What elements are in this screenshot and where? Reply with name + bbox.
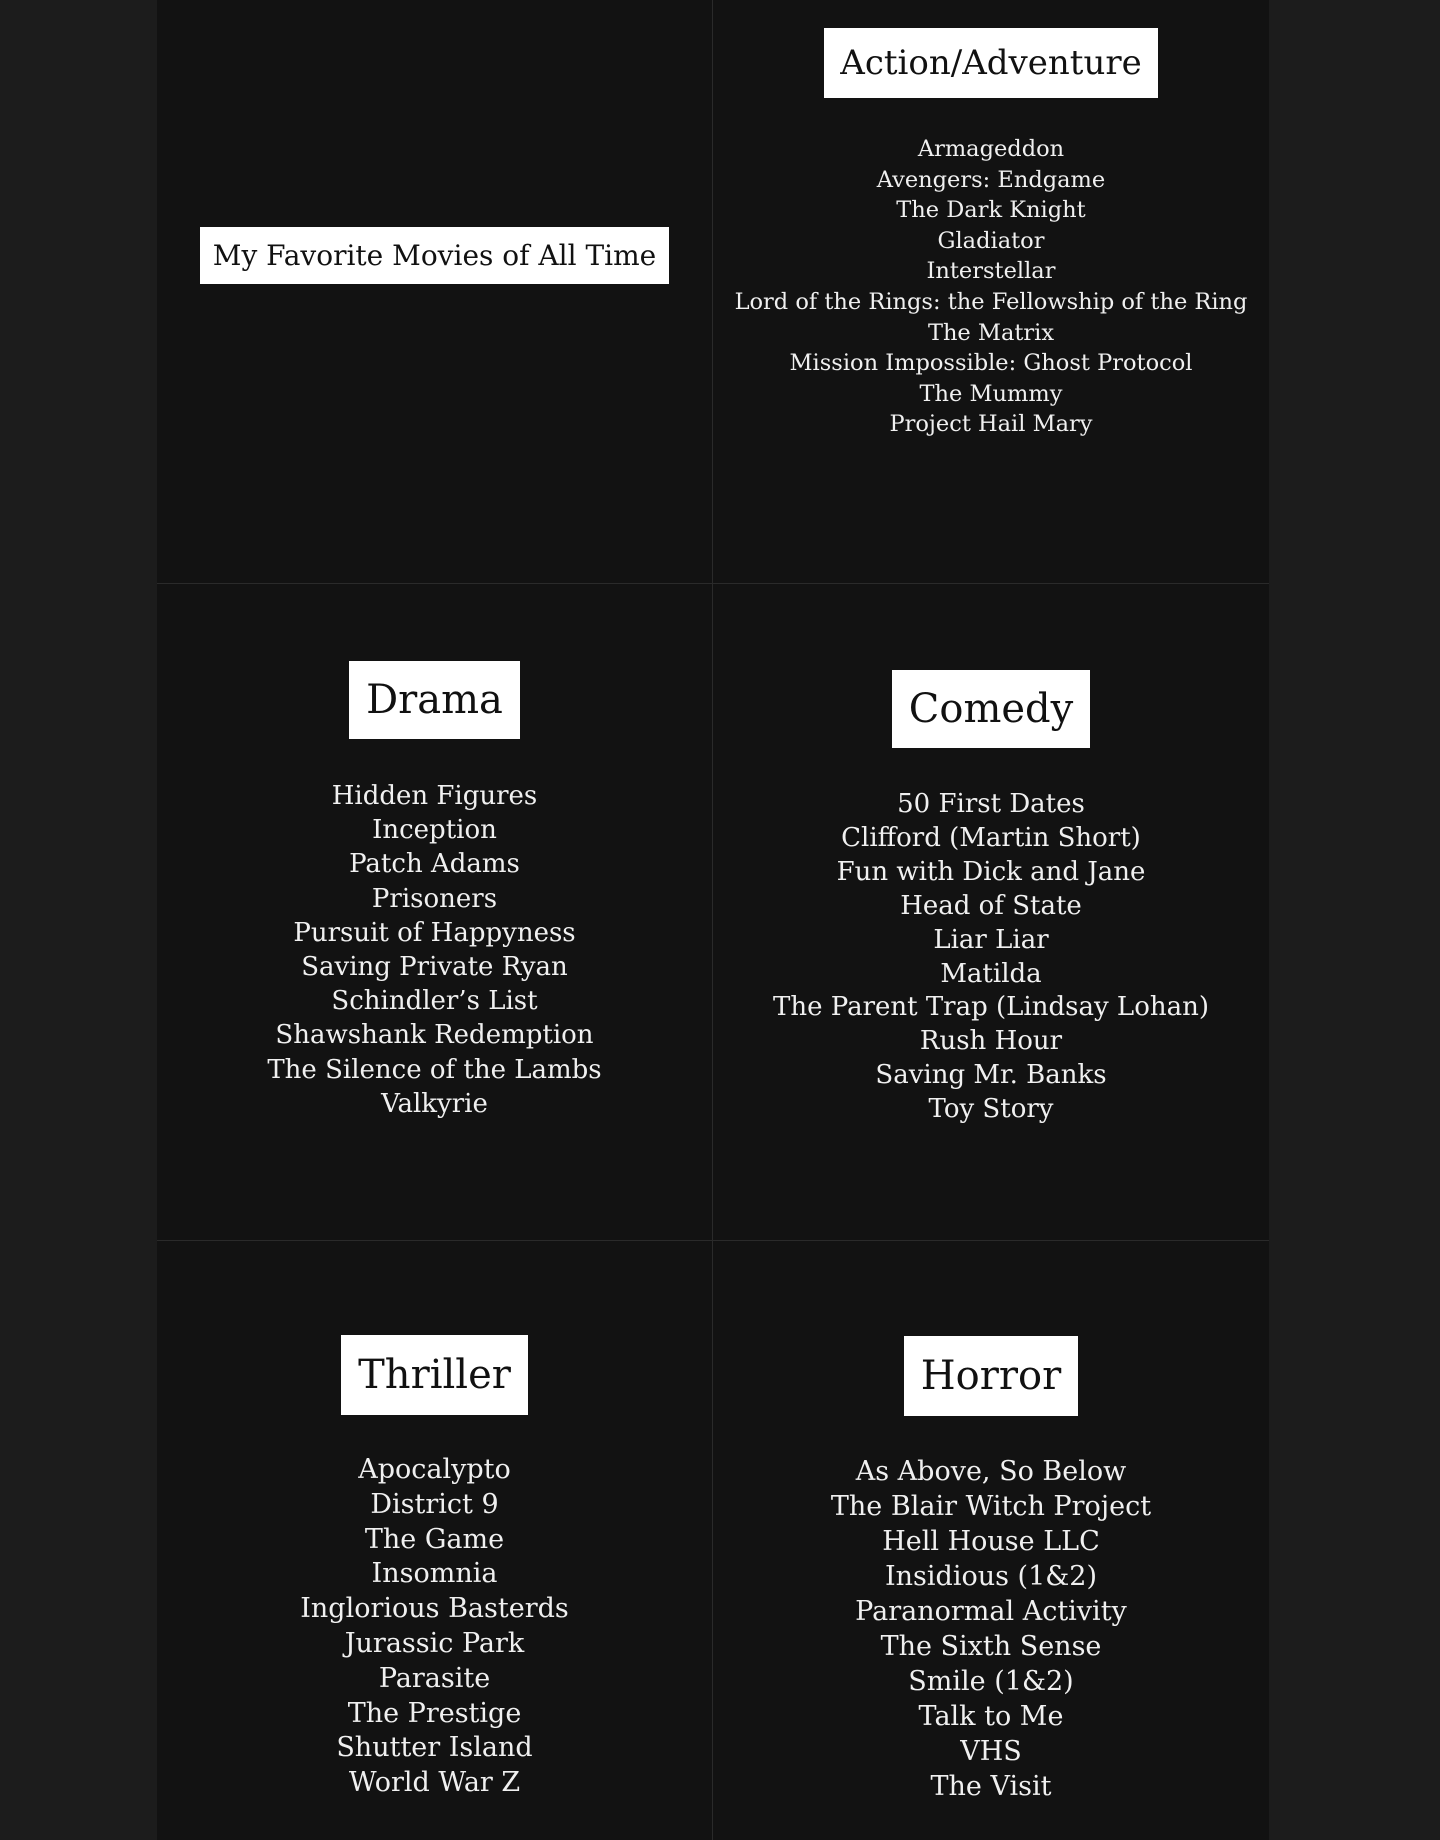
drama-list (267, 779, 601, 1121)
drama-heading: Drama (349, 661, 520, 739)
list-item: Lord of the Rings: the Fellowship of the Ring (734, 288, 1248, 315)
list-item: The Prestige (347, 1697, 522, 1729)
horror-heading: Horror (904, 1336, 1078, 1416)
list-item: Jurassic Park (344, 1627, 525, 1659)
list-item: Schindler’s List (331, 986, 538, 1017)
list-item: Rush Hour (919, 1026, 1063, 1057)
list-item: Paranormal Activity (855, 1596, 1127, 1627)
list-item: The Sixth Sense (880, 1631, 1102, 1662)
list-item: The Blair Witch Project (830, 1491, 1152, 1522)
list-item: District 9 (370, 1488, 499, 1520)
list-item: Inception (372, 815, 497, 846)
list-item: Hidden Figures (331, 781, 538, 811)
title-panel (157, 0, 712, 583)
list-item: World War Z (348, 1767, 521, 1799)
list-item: As Above, So Below (855, 1456, 1127, 1487)
comedy-list (773, 788, 1209, 1127)
list-item: Fun with Dick and Jane (836, 856, 1146, 887)
list-item: Armageddon (917, 136, 1065, 162)
list-item: Clifford (Martin Short) (841, 822, 1141, 853)
list-item: Patch Adams (349, 849, 520, 880)
list-item: Saving Mr. Banks (875, 1060, 1107, 1091)
comedy-panel (713, 584, 1269, 1240)
horror-list (831, 1454, 1151, 1804)
list-item: Talk to Me (918, 1701, 1064, 1732)
list-item: VHS (960, 1736, 1022, 1767)
list-item: The Mummy (919, 380, 1063, 407)
list-item: Apocalypto (358, 1454, 511, 1485)
list-item: The Matrix (927, 319, 1055, 346)
list-item: The Dark Knight (896, 197, 1086, 224)
list-item: The Silence of the Lambs (267, 1054, 602, 1085)
list-item: The Parent Trap (Lindsay Lohan) (773, 992, 1209, 1023)
list-item: The Game (364, 1523, 505, 1555)
list-item: Interstellar (926, 258, 1056, 285)
list-item: Gladiator (937, 227, 1045, 254)
list-item: 50 First Dates (897, 789, 1085, 819)
list-item: Matilda (940, 958, 1042, 989)
list-item: Valkyrie (381, 1088, 488, 1119)
comedy-heading: Comedy (892, 670, 1091, 748)
list-item: Mission Impossible: Ghost Protocol (789, 350, 1193, 377)
list-item: Liar Liar (933, 924, 1049, 955)
list-item: Insomnia (371, 1558, 498, 1590)
movie-board (157, 0, 1269, 1840)
action-adventure-list (735, 134, 1248, 440)
list-item: Avengers: Endgame (876, 166, 1106, 193)
list-item: Shawshank Redemption (275, 1020, 594, 1051)
list-item: Smile (1&2) (908, 1666, 1074, 1697)
list-item: Head of State (900, 890, 1082, 921)
list-item: Hell House LLC (882, 1526, 1100, 1557)
list-item: Project Hail Mary (889, 411, 1093, 438)
action-adventure-panel (713, 0, 1269, 583)
thriller-heading: Thriller (341, 1335, 528, 1415)
thriller-panel (157, 1241, 712, 1840)
list-item: Parasite (378, 1662, 491, 1694)
list-item: Pursuit of Happyness (293, 917, 576, 948)
list-item: The Visit (930, 1771, 1052, 1802)
list-item: Inglorious Basterds (300, 1593, 569, 1625)
list-item: Toy Story (928, 1094, 1054, 1125)
thriller-list (300, 1453, 569, 1801)
list-item: Prisoners (371, 883, 498, 914)
page-title: My Favorite Movies of All Time (200, 227, 669, 284)
drama-panel (157, 584, 712, 1240)
list-item: Shutter Island (336, 1732, 533, 1764)
action-adventure-heading: Action/Adventure (824, 28, 1157, 98)
list-item: Saving Private Ryan (301, 952, 568, 983)
list-item: Insidious (1&2) (884, 1561, 1097, 1592)
horror-panel (713, 1241, 1269, 1840)
